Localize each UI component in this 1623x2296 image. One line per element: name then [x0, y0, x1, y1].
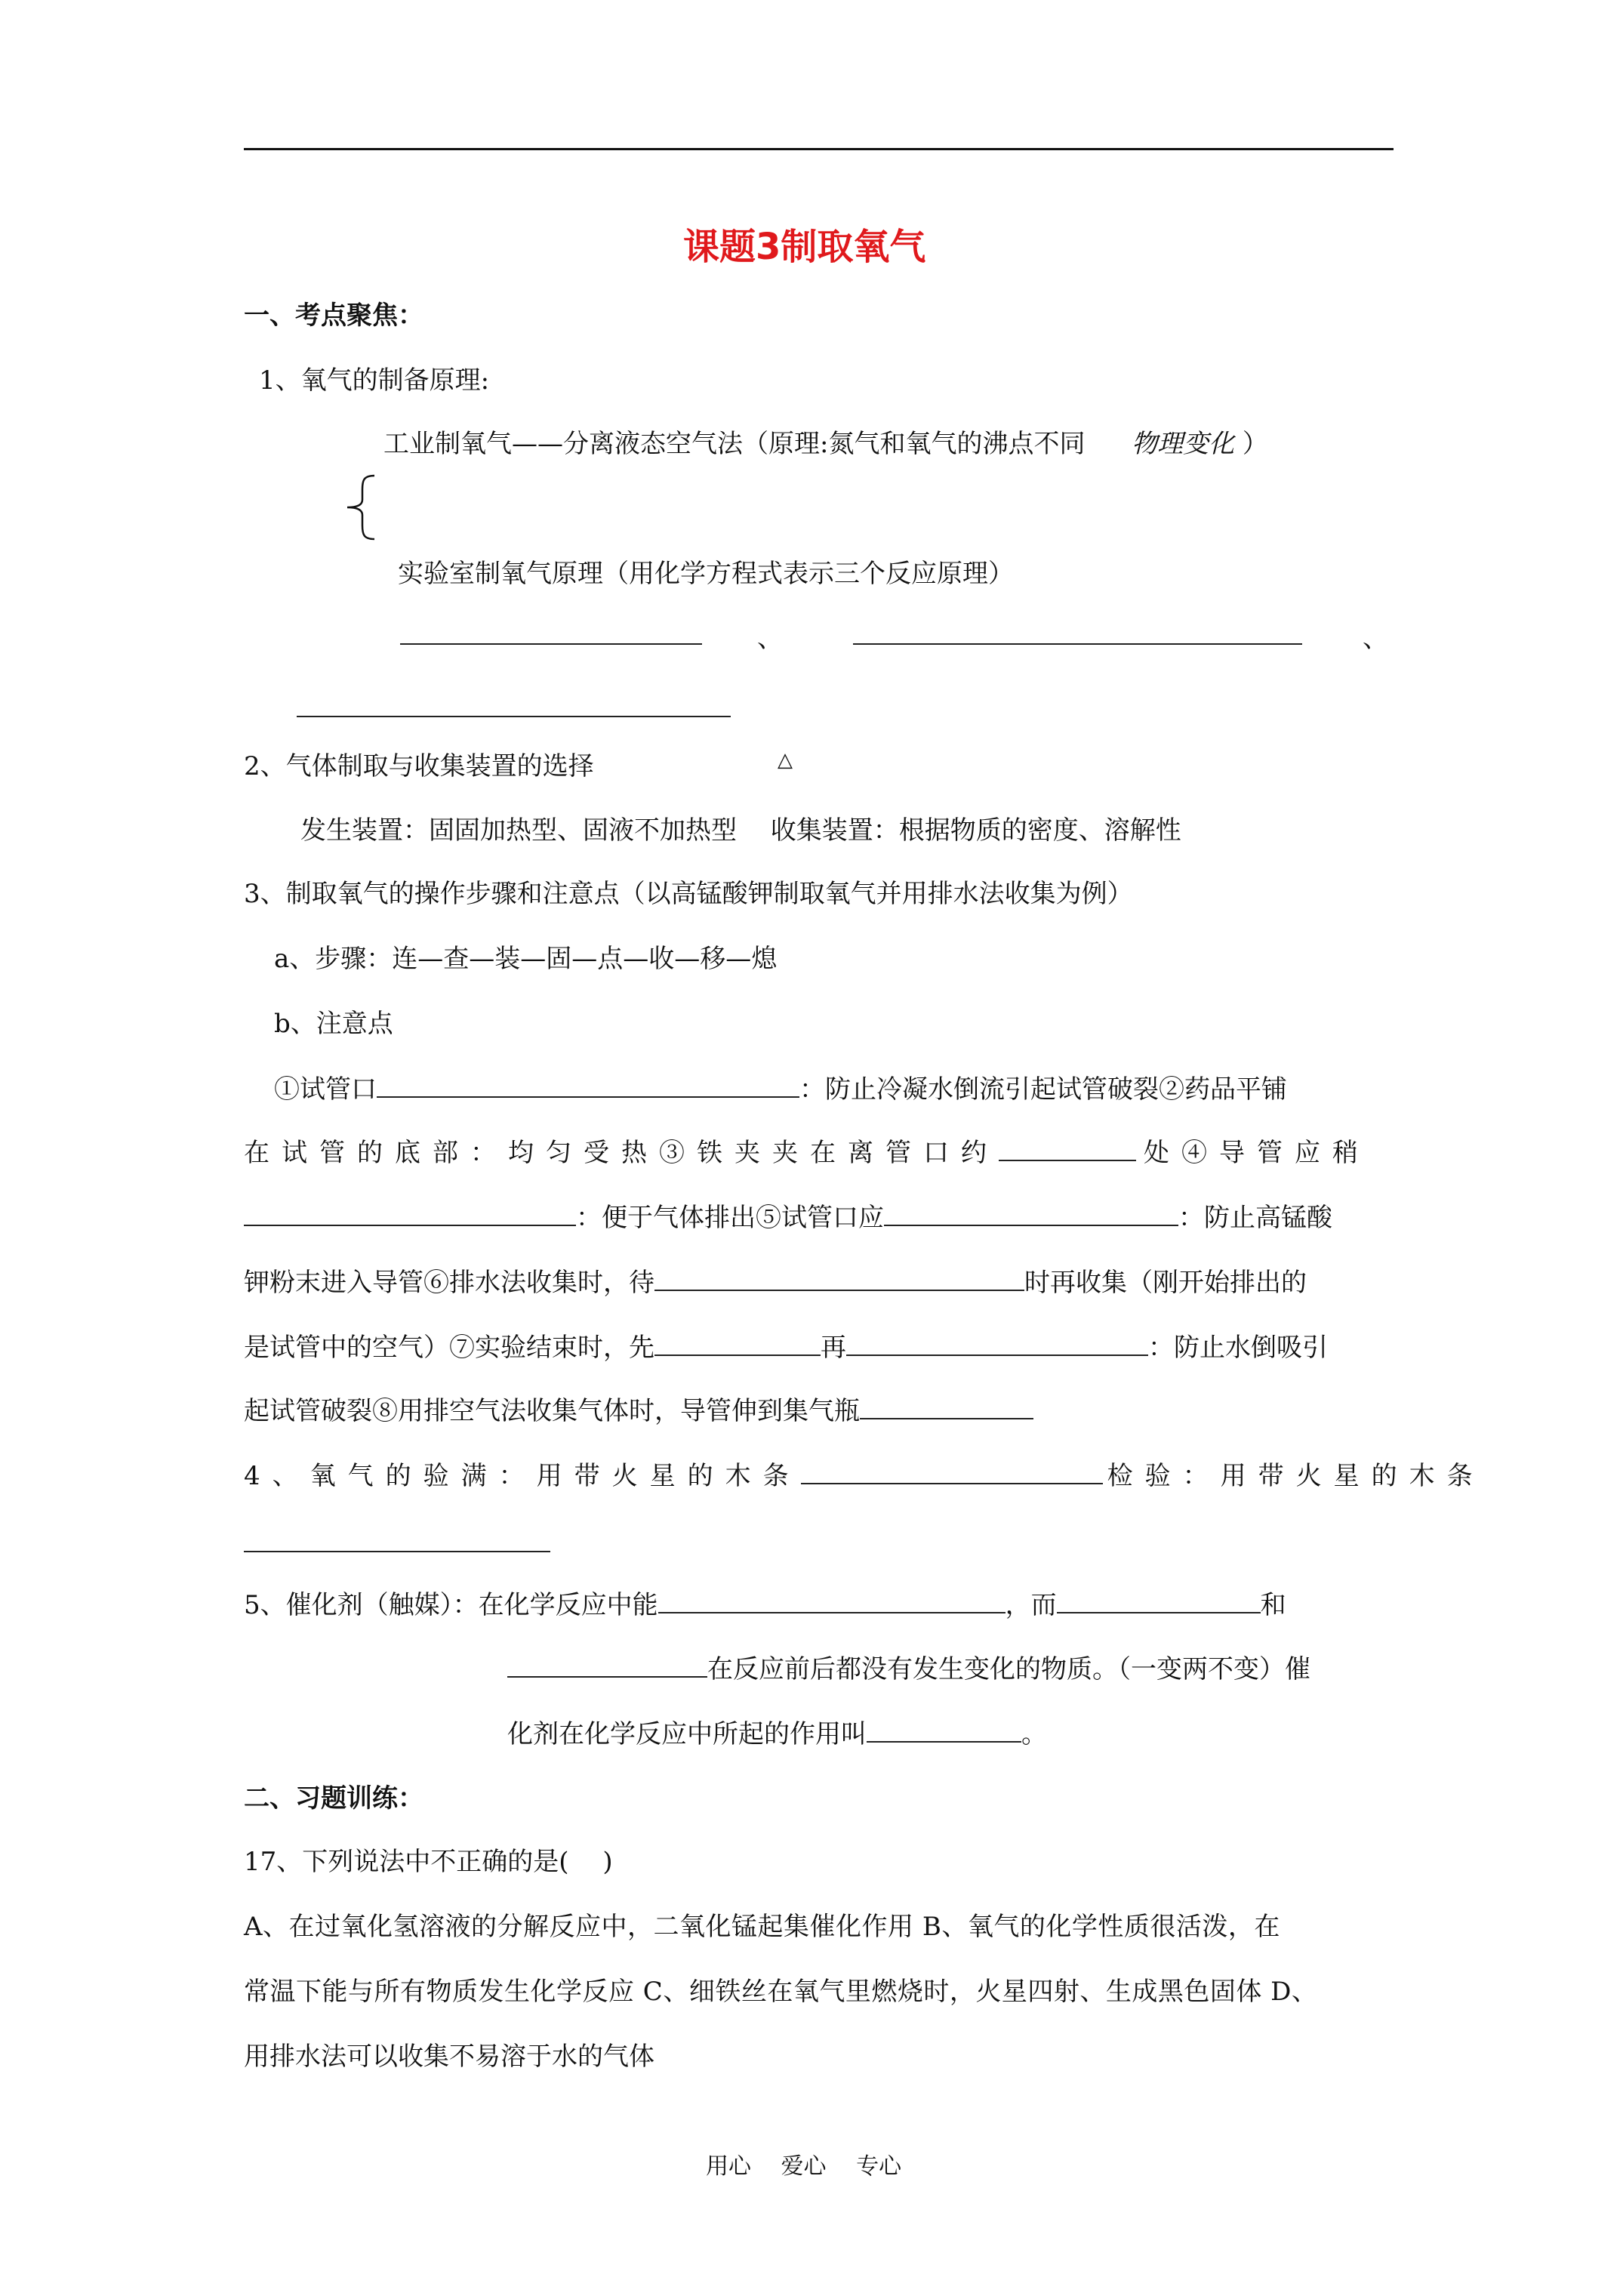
industrial-text: 工业制氧气——分离液态空气法（原理:氮气和氧气的沸点不同 — [383, 429, 1086, 459]
question-17-line-2: 常温下能与所有物质发生化学反应 C、细铁丝在氧气里燃烧时，火星四射、生成黑色固体 D、 — [244, 1977, 1318, 2007]
answer-blank[interactable] — [999, 1137, 1136, 1161]
answer-blank[interactable] — [1057, 1589, 1261, 1613]
item-2-heading: 2、气体制取与收集装置的选择 — [244, 751, 594, 781]
page-title: 课题3制取氧气 — [683, 226, 926, 268]
note-line-4 — [244, 1267, 1307, 1298]
top-rule — [244, 148, 1394, 150]
lab-method-line: 实验室制氧气原理（用化学方程式表示三个反应原理） — [398, 559, 1014, 589]
industrial-method-line — [383, 429, 1268, 459]
item-1-heading: 1、氧气的制备原理: — [259, 365, 490, 396]
item-3b-heading: b、注意点 — [274, 1009, 393, 1039]
separator-1: 、 — [757, 624, 783, 654]
separator-2: 、 — [1363, 624, 1388, 654]
answer-blank[interactable] — [846, 1332, 1148, 1356]
page-footer: 用心 爱心 专心 — [706, 2153, 902, 2180]
item-5-line-3 — [507, 1718, 1047, 1749]
note-line-3 — [244, 1202, 1332, 1233]
note-text: ①试管口 — [274, 1074, 377, 1105]
item-5-text: 化剂在化学反应中所起的作用叫 — [507, 1719, 867, 1749]
note-text: 钾粉末进入导管⑥排水法收集时，待 — [244, 1268, 654, 1298]
item-5-line-1 — [244, 1589, 1286, 1620]
note-text: ：防止冷凝水倒流引起试管破裂②药品平铺 — [799, 1074, 1287, 1105]
note-line-5 — [244, 1332, 1328, 1363]
section-heading-1: 一、考点聚焦： — [244, 300, 423, 331]
note-line-2 — [244, 1137, 1370, 1168]
answer-blank[interactable] — [377, 1074, 799, 1098]
answer-blank[interactable] — [884, 1202, 1178, 1226]
answer-blank[interactable] — [654, 1332, 821, 1356]
answer-blank[interactable] — [867, 1718, 1021, 1743]
note-text: 再 — [821, 1333, 846, 1363]
note-text: ：便于气体排出⑤试管口应 — [576, 1203, 884, 1233]
answer-blank[interactable] — [860, 1395, 1033, 1419]
answer-blank[interactable] — [297, 716, 731, 717]
left-brace-icon — [341, 473, 379, 542]
answer-blank[interactable] — [853, 643, 1302, 645]
answer-blank[interactable] — [400, 643, 702, 645]
note-text: 时再收集（刚开始排出的 — [1024, 1268, 1307, 1298]
heating-triangle-icon: △ — [778, 749, 793, 772]
question-17-line-1: A、在过氧化氢溶液的分解反应中，二氧化锰起集催化作用 B、氧气的化学性质很活泼，在 — [244, 1912, 1280, 1942]
item-3a-steps: a、步骤：连—查—装—固—点—收—移—熄 — [274, 944, 778, 974]
note-text: 是试管中的空气）⑦实验结束时，先 — [244, 1333, 654, 1363]
question-17-line-3: 用排水法可以收集不易溶于水的气体 — [244, 2042, 654, 2072]
note-text: ：防止高锰酸 — [1178, 1203, 1332, 1233]
note-text: 处④导管应稍 — [1144, 1138, 1370, 1168]
answer-blank[interactable] — [244, 1551, 550, 1552]
question-17: 17、下列说法中不正确的是( ) — [244, 1847, 613, 1877]
answer-blank[interactable] — [658, 1589, 1006, 1613]
note-text: 在试管的底部：均匀受热③铁夹夹在离管口约 — [244, 1138, 999, 1168]
industrial-close: ） — [1242, 429, 1268, 459]
item-5-text: 和 — [1260, 1590, 1286, 1620]
note-text: ：防止水倒吸引 — [1148, 1333, 1328, 1363]
item-3-heading: 3、制取氧气的操作步骤和注意点（以高锰酸钾制取氧气并用排水法收集为例） — [244, 879, 1133, 909]
answer-blank[interactable] — [507, 1653, 707, 1678]
answer-blank[interactable] — [801, 1460, 1103, 1484]
item-5-text: 。 — [1021, 1719, 1047, 1749]
answer-blank[interactable] — [244, 1202, 576, 1226]
physical-change-text: 物理变化 — [1132, 429, 1235, 459]
item-5-text: 在反应前后都没有发生变化的物质。（一变两不变）催 — [707, 1654, 1310, 1684]
item-2-detail: 发生装置：固固加热型、固液不加热型 收集装置：根据物质的密度、溶解性 — [300, 815, 1181, 846]
item-5-text: ，而 — [1005, 1590, 1057, 1620]
answer-blank[interactable] — [654, 1267, 1024, 1291]
note-line-6 — [244, 1395, 1033, 1426]
note-text: 起试管破裂⑧用排空气法收集气体时，导管伸到集气瓶 — [244, 1396, 860, 1426]
item-4-line — [244, 1460, 1485, 1491]
note-line-1 — [274, 1074, 1287, 1105]
item-5-line-2 — [507, 1653, 1310, 1684]
item-4-text: 4、氧气的验满：用带火星的木条 — [244, 1461, 801, 1491]
item-4-text: 检验：用带火星的木条 — [1107, 1461, 1485, 1491]
item-5-text: 5、催化剂（触媒）：在化学反应中能 — [244, 1590, 658, 1620]
section-heading-2: 二、习题训练： — [244, 1783, 423, 1814]
